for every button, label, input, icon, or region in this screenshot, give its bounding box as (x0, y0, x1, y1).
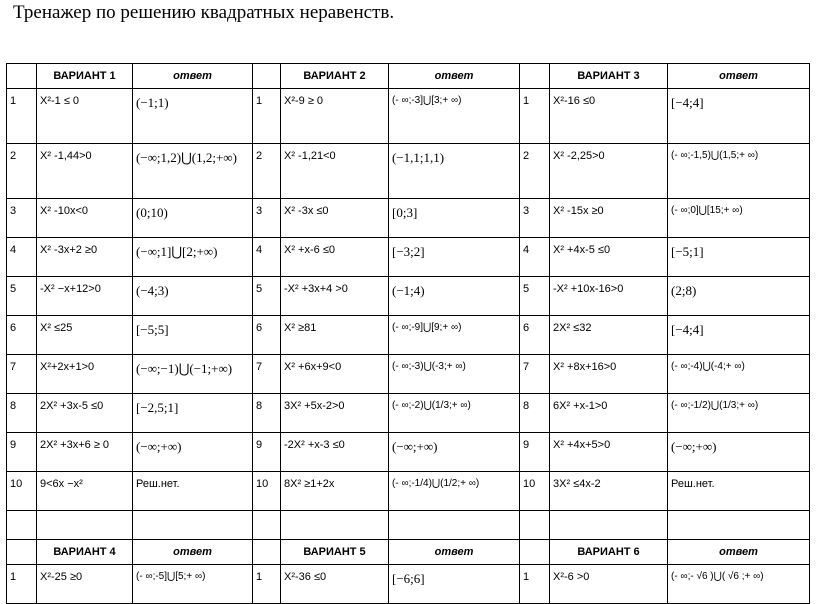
empty-cell (668, 511, 810, 540)
answer-header: ответ (133, 64, 253, 89)
answer-cell: (2;8) (668, 277, 810, 316)
spacer-row (7, 511, 810, 540)
table-row (7, 565, 810, 604)
answer-cell: (−∞;1]⋃[2;+∞) (133, 238, 253, 277)
problem-number: 1 (520, 89, 550, 144)
problem-number: 3 (7, 199, 37, 238)
problem-inequality: X²-6 >0 (550, 565, 668, 604)
empty-cell (7, 511, 37, 540)
problem-number: 7 (253, 355, 281, 394)
problem-inequality: X²-1 ≤ 0 (37, 89, 133, 144)
header-num-cell (253, 540, 281, 565)
answer-cell: (−∞;+∞) (133, 433, 253, 472)
answer-cell: (−1;1) (133, 89, 253, 144)
answer-cell: [0;3] (389, 199, 520, 238)
problem-inequality: X² +8x+16>0 (550, 355, 668, 394)
problem-inequality: 6X² +x-1>0 (550, 394, 668, 433)
problem-inequality: 8X² ≥1+2x (281, 472, 389, 511)
empty-cell (550, 511, 668, 540)
answer-cell: (- ∞;-2)⋃(1/3;+ ∞) (389, 394, 520, 433)
answer-cell: (- ∞;-1/4)⋃(1/2;+ ∞) (389, 472, 520, 511)
answer-cell: (−∞;−1)⋃(−1;+∞) (133, 355, 253, 394)
header-num-cell (7, 540, 37, 565)
problem-number: 1 (253, 565, 281, 604)
answer-cell: [−3;2] (389, 238, 520, 277)
table-row (7, 277, 810, 316)
variant-header: ВАРИАНТ 3 (550, 64, 668, 89)
problem-inequality: X² -10x<0 (37, 199, 133, 238)
problem-inequality: X² ≥81 (281, 316, 389, 355)
problem-inequality: X² ≤25 (37, 316, 133, 355)
problem-number: 10 (253, 472, 281, 511)
answer-cell: (−1,1;1,1) (389, 144, 520, 199)
problem-inequality: 3X² +5x-2>0 (281, 394, 389, 433)
answer-header: ответ (668, 64, 810, 89)
table-row (7, 433, 810, 472)
variant-header: ВАРИАНТ 6 (550, 540, 668, 565)
problem-number: 2 (7, 144, 37, 199)
table-row (7, 238, 810, 277)
answer-cell: (- ∞;0]⋃[15;+ ∞) (668, 199, 810, 238)
table-row (7, 394, 810, 433)
table-row (7, 144, 810, 199)
variant-header: ВАРИАНТ 1 (37, 64, 133, 89)
header-row (7, 64, 810, 89)
problem-inequality: 9<6x −x² (37, 472, 133, 511)
problem-number: 6 (7, 316, 37, 355)
problem-number: 5 (253, 277, 281, 316)
problem-number: 4 (7, 238, 37, 277)
problem-number: 5 (7, 277, 37, 316)
variant-header: ВАРИАНТ 4 (37, 540, 133, 565)
header-num-cell (520, 64, 550, 89)
problem-number: 9 (520, 433, 550, 472)
problem-inequality: X² +x-6 ≤0 (281, 238, 389, 277)
problem-number: 7 (520, 355, 550, 394)
answer-cell: [−4;4] (668, 89, 810, 144)
answer-cell: [−4;4] (668, 316, 810, 355)
problem-number: 1 (520, 565, 550, 604)
empty-cell (281, 511, 389, 540)
problem-inequality: 2X² +3x-5 ≤0 (37, 394, 133, 433)
problem-number: 10 (520, 472, 550, 511)
problem-inequality: 2X² ≤32 (550, 316, 668, 355)
header-num-cell (7, 64, 37, 89)
problem-inequality: -X² −x+12>0 (37, 277, 133, 316)
answer-cell: [−5;5] (133, 316, 253, 355)
problem-inequality: 3X² ≤4x-2 (550, 472, 668, 511)
problem-inequality: 2X² +3x+6 ≥ 0 (37, 433, 133, 472)
answer-cell: (- ∞;-1,5)⋃(1,5;+ ∞) (668, 144, 810, 199)
problem-number: 10 (7, 472, 37, 511)
problem-number: 3 (520, 199, 550, 238)
problem-number: 1 (7, 565, 37, 604)
problem-inequality: X² -1,21<0 (281, 144, 389, 199)
problem-number: 2 (520, 144, 550, 199)
variant-header: ВАРИАНТ 5 (281, 540, 389, 565)
table-row (7, 472, 810, 511)
answer-cell: [−5;1] (668, 238, 810, 277)
empty-cell (389, 511, 520, 540)
problem-number: 6 (520, 316, 550, 355)
problem-inequality: -2X² +x-3 ≤0 (281, 433, 389, 472)
answer-cell: [−2,5;1] (133, 394, 253, 433)
inequalities-table (6, 63, 810, 604)
problem-inequality: X²+2x+1>0 (37, 355, 133, 394)
problem-inequality: X² -3x+2 ≥0 (37, 238, 133, 277)
answer-cell: (- ∞;-5]⋃[5;+ ∞) (133, 565, 253, 604)
problem-number: 9 (7, 433, 37, 472)
problem-inequality: X²-9 ≥ 0 (281, 89, 389, 144)
answer-header: ответ (668, 540, 810, 565)
problem-number: 1 (253, 89, 281, 144)
variant-header: ВАРИАНТ 2 (281, 64, 389, 89)
problem-number: 1 (7, 89, 37, 144)
answer-cell: (0;10) (133, 199, 253, 238)
problem-number: 4 (253, 238, 281, 277)
problem-inequality: X² +4x+5>0 (550, 433, 668, 472)
problem-inequality: -X² +3x+4 >0 (281, 277, 389, 316)
answer-cell: Реш.нет. (668, 472, 810, 511)
answer-cell: (- ∞;-3)⋃(-3;+ ∞) (389, 355, 520, 394)
answer-header: ответ (133, 540, 253, 565)
problem-number: 2 (253, 144, 281, 199)
empty-cell (37, 511, 133, 540)
empty-cell (253, 511, 281, 540)
answer-cell: (−∞;1,2)⋃(1,2;+∞) (133, 144, 253, 199)
problem-number: 8 (7, 394, 37, 433)
problem-inequality: X² +6x+9<0 (281, 355, 389, 394)
answer-cell: (- ∞;-3]⋃[3;+ ∞) (389, 89, 520, 144)
problem-inequality: X²-25 ≥0 (37, 565, 133, 604)
problem-number: 8 (520, 394, 550, 433)
answer-cell: (- ∞;-1/2)⋃(1/3;+ ∞) (668, 394, 810, 433)
problem-number: 8 (253, 394, 281, 433)
table-row (7, 199, 810, 238)
answer-cell: (−∞;+∞) (389, 433, 520, 472)
table-row (7, 316, 810, 355)
problem-number: 4 (520, 238, 550, 277)
problem-inequality: X² -1,44>0 (37, 144, 133, 199)
answer-cell: Реш.нет. (133, 472, 253, 511)
problem-inequality: X² +4x-5 ≤0 (550, 238, 668, 277)
page-title: Тренажер по решению квадратных неравенств. (13, 2, 395, 23)
answer-cell: (−1;4) (389, 277, 520, 316)
empty-cell (520, 511, 550, 540)
answer-cell: (- ∞;-4)⋃(-4;+ ∞) (668, 355, 810, 394)
answer-cell: (−4;3) (133, 277, 253, 316)
problem-number: 3 (253, 199, 281, 238)
problem-inequality: X² -15x ≥0 (550, 199, 668, 238)
header-num-cell (520, 540, 550, 565)
problem-number: 9 (253, 433, 281, 472)
table-row (7, 89, 810, 144)
answer-cell: (- ∞;-9]⋃[9;+ ∞) (389, 316, 520, 355)
empty-cell (133, 511, 253, 540)
table-row (7, 355, 810, 394)
header-row (7, 540, 810, 565)
problem-inequality: X²-16 ≤0 (550, 89, 668, 144)
answer-header: ответ (389, 540, 520, 565)
header-num-cell (253, 64, 281, 89)
problem-inequality: -X² +10x-16>0 (550, 277, 668, 316)
problem-inequality: X²-36 ≤0 (281, 565, 389, 604)
problem-inequality: X² -3x ≤0 (281, 199, 389, 238)
problem-number: 7 (7, 355, 37, 394)
answer-cell: (−∞;+∞) (668, 433, 810, 472)
problem-inequality: X² -2,25>0 (550, 144, 668, 199)
problem-number: 6 (253, 316, 281, 355)
answer-cell: (- ∞;- √6 )⋃( √6 ;+ ∞) (668, 565, 810, 604)
answer-header: ответ (389, 64, 520, 89)
answer-cell: [−6;6] (389, 565, 520, 604)
problem-number: 5 (520, 277, 550, 316)
